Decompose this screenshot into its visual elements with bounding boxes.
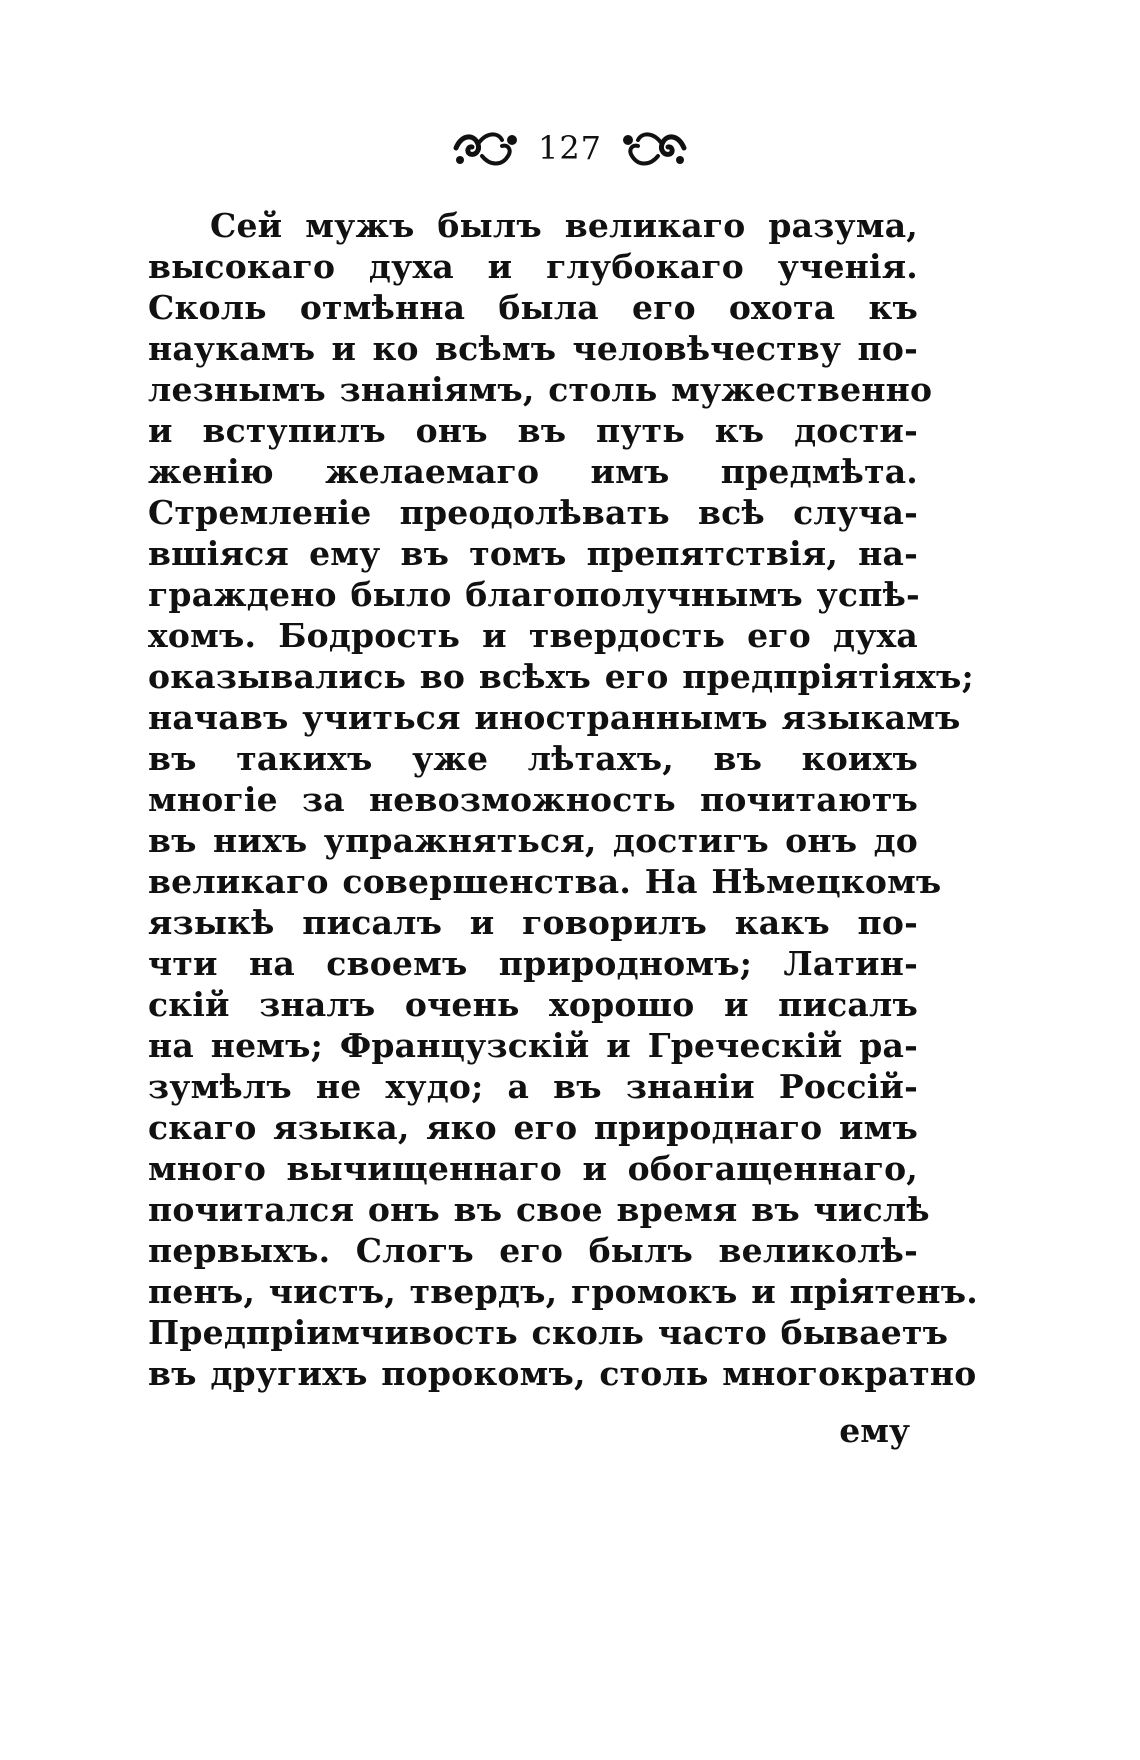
text-line: пенъ, чистъ, твердъ, громокъ и пріятенъ. [148,1272,978,1311]
text-line: хомъ. Бодрость и твердость его духа [148,616,918,655]
text-line: первыхъ. Слогъ его былъ великолѣ- [148,1231,918,1270]
text-line: много вычищеннаго и обогащеннаго, [148,1149,918,1188]
text-line: почитался онъ въ свое время въ числѣ [148,1190,930,1229]
text-line: граждено было благополучнымъ успѣ- [148,575,920,614]
body-text [148,205,978,1394]
text-line: Сколь отмѣнна была его охота къ [148,288,918,327]
text-line: въ другихъ порокомъ, столь многократно [148,1354,977,1393]
text-line: скій зналъ очень хорошо и писалъ [148,985,918,1024]
fleuron-left-icon [452,126,522,170]
text-line: зумѣлъ не худо; а въ знаніи Россій- [148,1067,918,1106]
text-line: начавъ учиться иностраннымъ языкамъ [148,698,961,737]
text-line: и вступилъ онъ въ путь къ дости- [148,411,918,450]
text-line: Предпріимчивость сколь часто бываетъ [148,1313,949,1352]
text-line: въ нихъ упражняться, достигъ онъ до [148,821,918,860]
text-line: языкѣ писалъ и говорилъ какъ по- [148,903,918,942]
text-line: Стремленіе преодолѣвать всѣ случа- [148,493,918,532]
text-line: высокаго духа и глубокаго ученія. [148,247,918,286]
text-line: многіе за невозможность почитаютъ [148,780,918,819]
text-line: наукамъ и ко всѣмъ человѣчеству по- [148,329,918,368]
catchword: ему [839,1411,910,1450]
text-line: въ такихъ уже лѣтахъ, въ коихъ [148,739,918,778]
text-line: лезнымъ знаніямъ, столь мужественно [148,370,933,409]
page-number: 127 [537,129,603,167]
text-line: оказывались во всѣхъ его предпріятіяхъ; [148,657,974,696]
text-line: Сей мужъ былъ великаго разума, [210,206,918,245]
text-line: вшіяся ему въ томъ препятствія, на- [148,534,918,573]
fleuron-right-icon [618,126,688,170]
text-line: скаго языка, яко его природнаго имъ [148,1108,918,1147]
text-line: чти на своемъ природномъ; Латин- [148,944,918,983]
text-line: великаго совершенства. На Нѣмецкомъ [148,862,942,901]
text-line: женію желаемаго имъ предмѣта. [148,452,918,491]
page-header [0,118,1140,178]
text-line: на немъ; Французскій и Греческій ра- [148,1026,918,1065]
